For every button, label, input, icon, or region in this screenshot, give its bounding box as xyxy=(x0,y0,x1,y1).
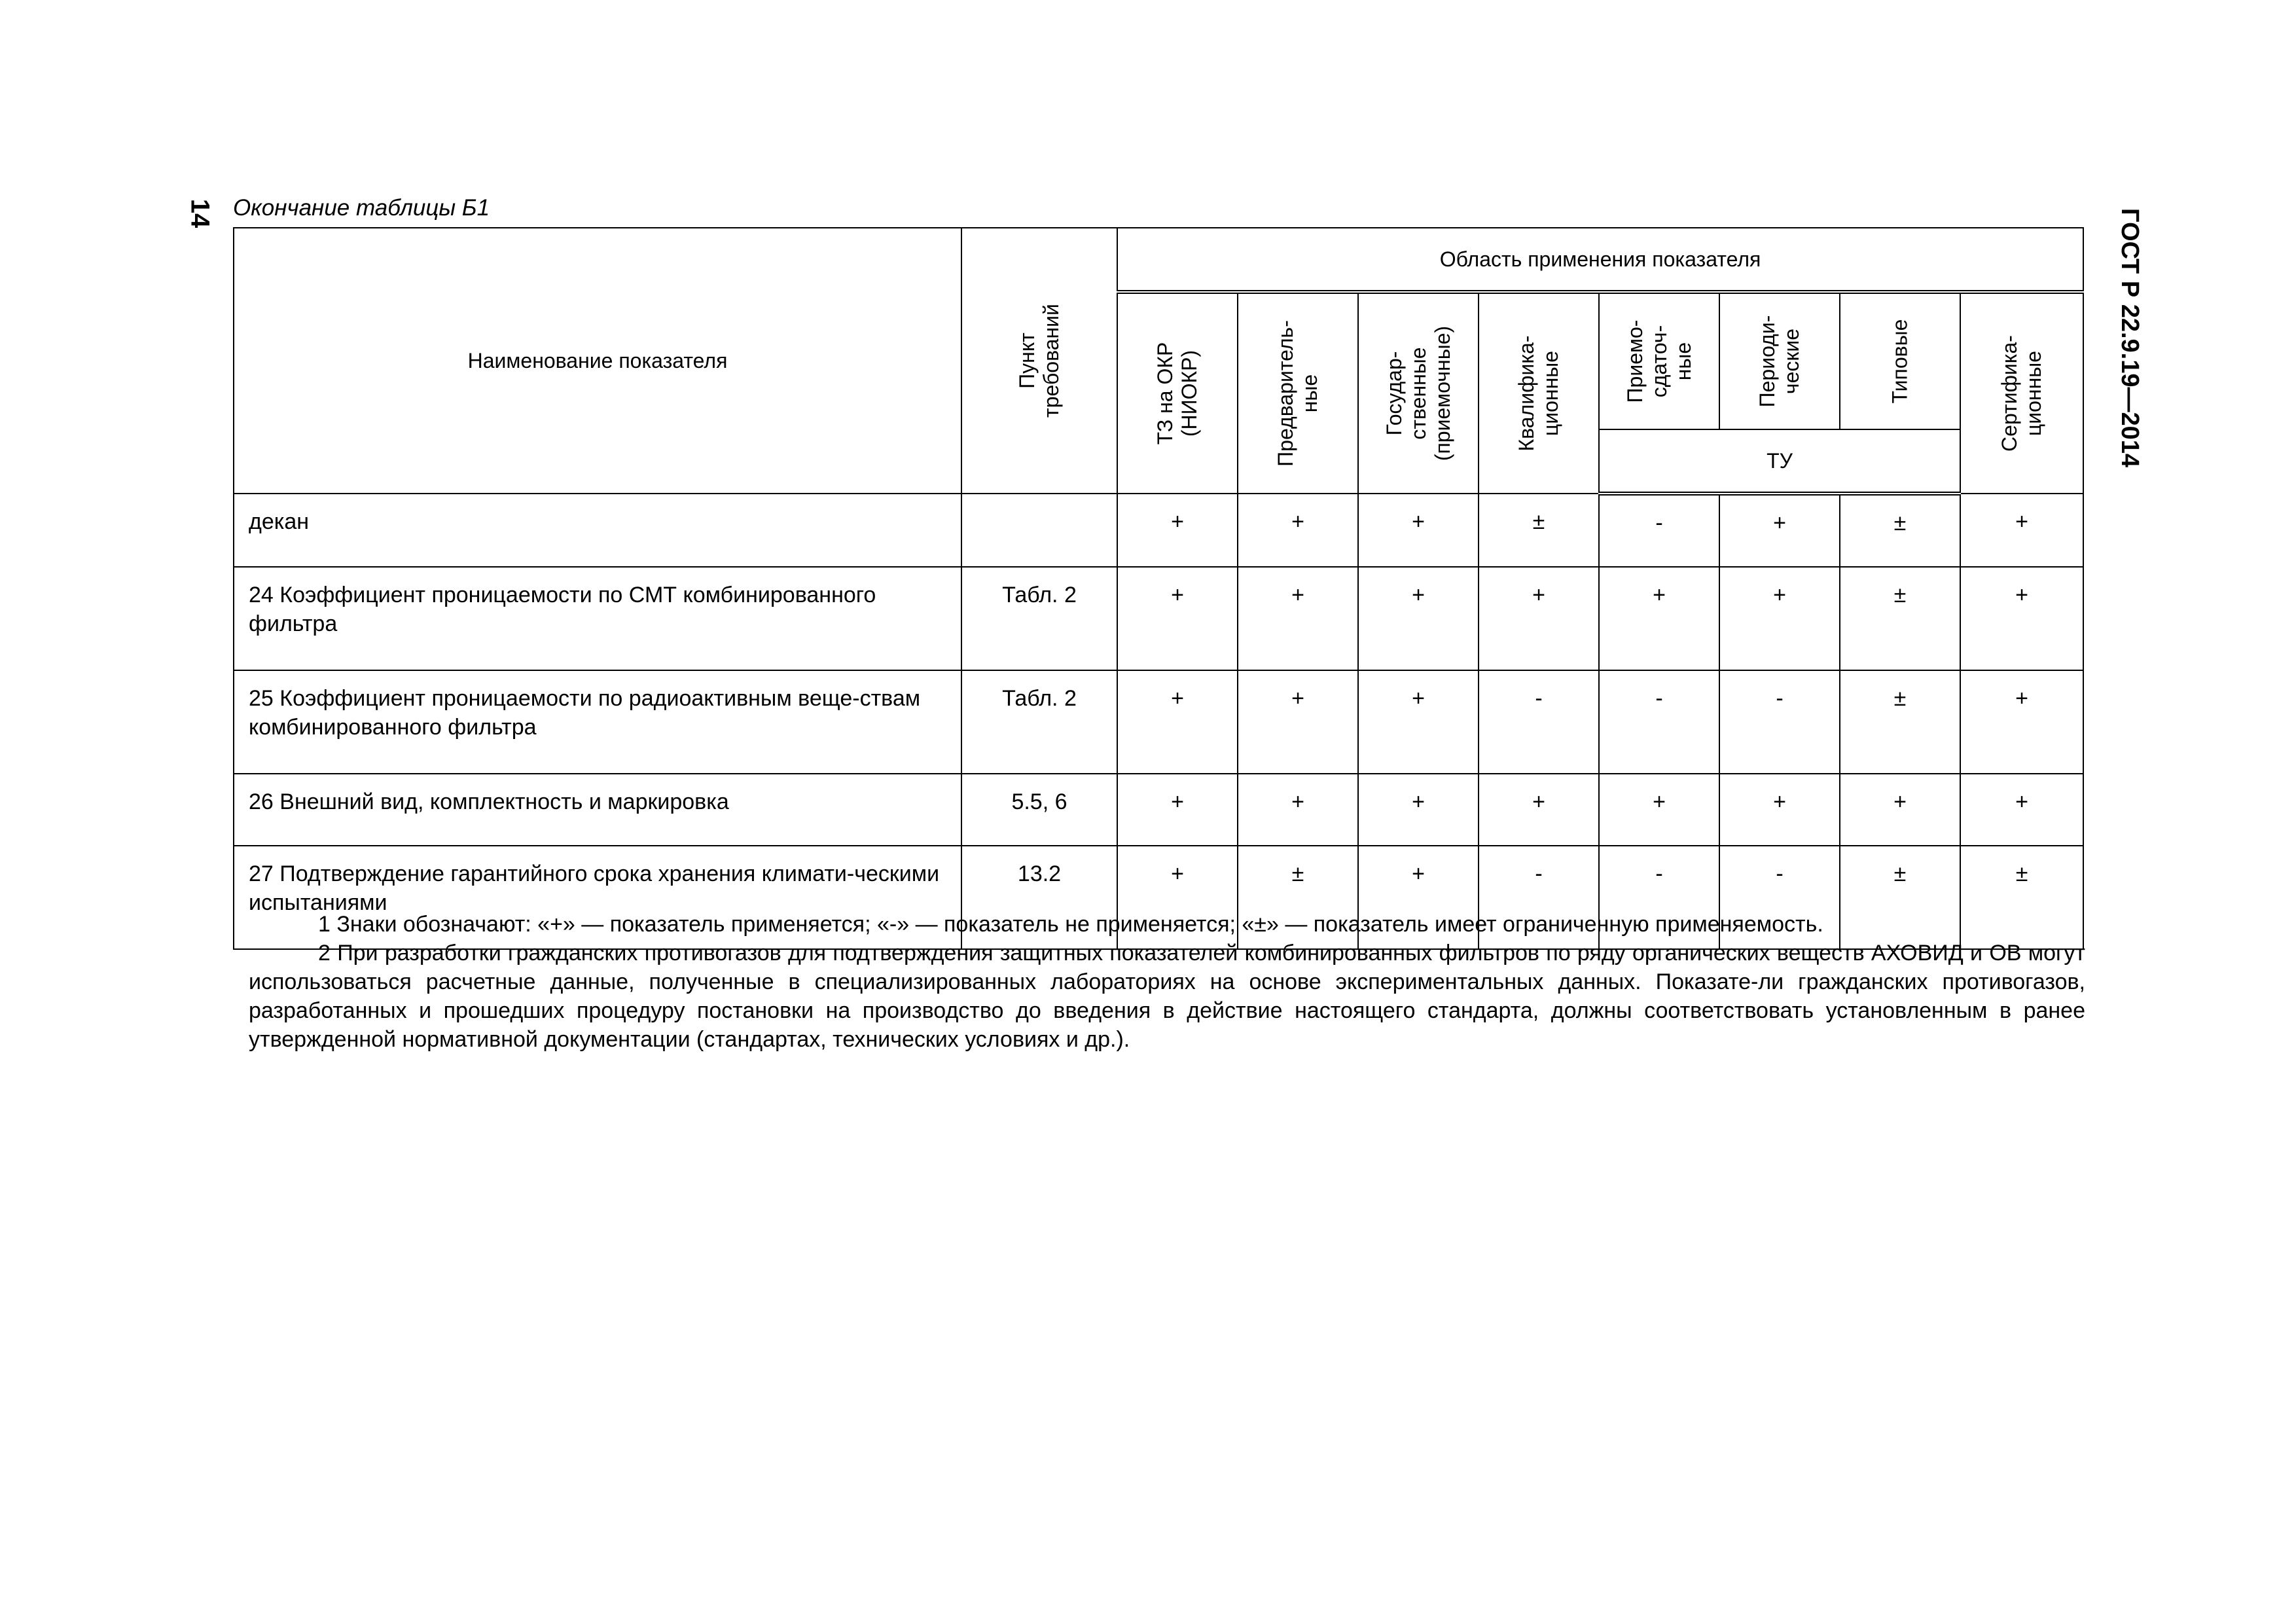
row-mark: + xyxy=(1960,494,2083,567)
row-mark: + xyxy=(1117,774,1238,846)
header-scope-state xyxy=(1358,292,1479,494)
row-mark: + xyxy=(1238,494,1358,567)
header-tu-group xyxy=(1599,429,1960,494)
document-code xyxy=(2111,194,2148,482)
table-caption: Окончание таблицы Б1 xyxy=(233,195,490,221)
row-mark: + xyxy=(1358,670,1479,774)
row-mark: - xyxy=(1599,846,1719,949)
page-number xyxy=(183,194,216,233)
row-clause xyxy=(961,494,1117,567)
header-scope-group xyxy=(1117,228,2083,292)
table-row xyxy=(234,494,2083,567)
row-mark: + xyxy=(1719,567,1840,670)
header-scope-preliminary-text: Предваритель- ные xyxy=(1274,320,1321,467)
row-mark: + xyxy=(1960,567,2083,670)
row-clause: 5.5, 6 xyxy=(961,774,1117,846)
header-scope-acceptance-text: Приемо- сдаточ- ные xyxy=(1623,319,1695,403)
page-number-text: 14 xyxy=(185,198,214,228)
row-clause: Табл. 2 xyxy=(961,670,1117,774)
row-mark: + xyxy=(1719,774,1840,846)
indicators-table xyxy=(233,227,2084,950)
row-mark: - xyxy=(1719,846,1840,949)
row-mark: - xyxy=(1719,670,1840,774)
row-mark: + xyxy=(1358,774,1479,846)
row-mark: ± xyxy=(1960,846,2083,949)
row-name: 27 Подтверждение гарантийного срока хранения климати-ческими испытаниями xyxy=(234,846,961,949)
header-scope-qualification-text: Квалифика- ционные xyxy=(1515,335,1562,452)
row-mark: + xyxy=(1117,494,1238,567)
row-mark: ± xyxy=(1840,846,1960,949)
row-mark: + xyxy=(1117,846,1238,949)
row-name: декан xyxy=(234,494,961,567)
header-scope-typical-text: Типовые xyxy=(1888,319,1912,404)
header-clause-text: Пункт требований xyxy=(1015,304,1063,418)
header-scope-typical xyxy=(1840,292,1960,429)
header-scope-qualification xyxy=(1479,292,1599,494)
table-row xyxy=(234,567,2083,670)
header-scope-periodic-text: Периоди- ческие xyxy=(1755,315,1803,408)
row-mark: - xyxy=(1599,670,1719,774)
note-1: 1 Знаки обозначают: «+» — показатель применяется; «-» — показатель не применяется; «±» — показатель имеет ограниченную применяемость. xyxy=(318,912,1823,937)
row-mark: + xyxy=(1238,670,1358,774)
header-indicator-name xyxy=(234,228,961,494)
row-mark: - xyxy=(1479,846,1599,949)
row-mark: + xyxy=(1719,494,1840,567)
row-mark: + xyxy=(1599,774,1719,846)
row-mark: + xyxy=(1358,567,1479,670)
row-mark: + xyxy=(1238,774,1358,846)
header-scope-certification-text: Сертифика- ционные xyxy=(1998,335,2046,452)
header-clause xyxy=(961,228,1117,494)
note-2: 2 При разработки гражданских противогазов для подтверждения защитных показателей комбинированных фильтров по ряду органических веществ АХОВИД и ОВ могут использоваться расчетные данные, полученные в специализированных лабораториях на основе экспериментальных данных. Показате-ли гражданских противогазов, разработанных и прошедших процедуру постановки на производство до введения в действие настоящего стандарта, должны соответствовать установленным в ранее утвержденной нормативной документации (стандартах, технических условиях и др.). xyxy=(249,941,2085,1052)
row-mark: + xyxy=(1479,567,1599,670)
row-mark: - xyxy=(1599,494,1719,567)
row-mark: ± xyxy=(1479,494,1599,567)
row-mark: + xyxy=(1117,567,1238,670)
header-indicator-name-text: Наименование показателя xyxy=(467,348,728,372)
row-mark: + xyxy=(1238,567,1358,670)
row-mark: + xyxy=(1358,494,1479,567)
table-row xyxy=(234,774,2083,846)
row-mark: ± xyxy=(1238,846,1358,949)
header-scope-tz-text: ТЗ на ОКР (НИОКР) xyxy=(1153,342,1201,445)
row-mark: ± xyxy=(1840,567,1960,670)
row-name: 25 Коэффициент проницаемости по радиоактивным веще-ствам комбинированного фильтра xyxy=(234,670,961,774)
row-mark: + xyxy=(1960,670,2083,774)
header-scope-state-text: Государ- ственные (приемочные) xyxy=(1382,325,1454,461)
row-clause: Табл. 2 xyxy=(961,567,1117,670)
row-mark: + xyxy=(1479,774,1599,846)
row-clause: 13.2 xyxy=(961,846,1117,949)
row-name: 24 Коэффициент проницаемости по СМТ комбинированного фильтра xyxy=(234,567,961,670)
row-mark: ± xyxy=(1840,670,1960,774)
row-mark: + xyxy=(1840,774,1960,846)
header-scope-periodic xyxy=(1719,292,1840,429)
header-scope-group-text: Область применения показателя xyxy=(1439,247,1761,271)
row-mark: + xyxy=(1117,670,1238,774)
header-tu-group-text: ТУ xyxy=(1767,448,1793,473)
row-mark: + xyxy=(1960,774,2083,846)
row-mark: - xyxy=(1479,670,1599,774)
row-name: 26 Внешний вид, комплектность и маркировка xyxy=(234,774,961,846)
table-notes xyxy=(249,910,2085,1054)
header-scope-tz xyxy=(1117,292,1238,494)
header-scope-preliminary xyxy=(1238,292,1358,494)
header-scope-acceptance xyxy=(1599,292,1719,429)
table-row xyxy=(234,670,2083,774)
header-scope-certification xyxy=(1960,292,2083,494)
row-mark: + xyxy=(1358,846,1479,949)
row-mark: ± xyxy=(1840,494,1960,567)
row-mark: + xyxy=(1599,567,1719,670)
document-code-text: ГОСТ Р 22.9.19—2014 xyxy=(2116,208,2144,468)
